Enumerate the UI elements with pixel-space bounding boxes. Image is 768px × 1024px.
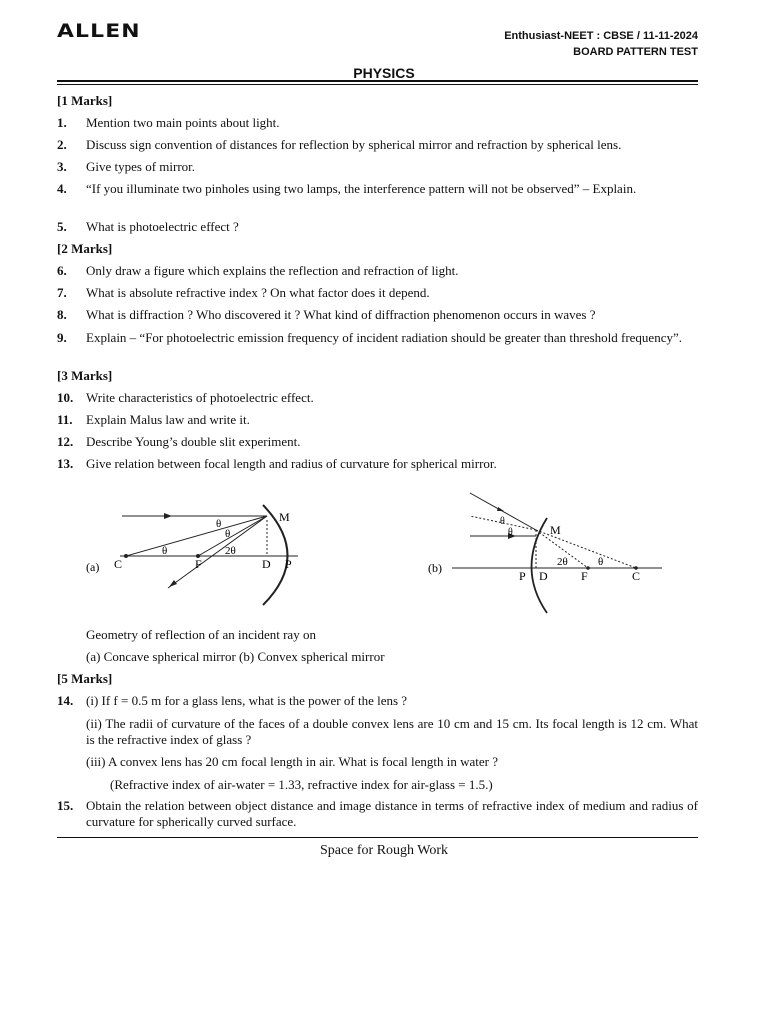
question-number: 4. [57,181,67,196]
question-10 [57,390,698,406]
question-9 [57,330,698,346]
question-number: 13. [57,456,74,471]
question-text: Explain Malus law and write it. [86,412,250,427]
question-13 [57,456,698,472]
question-15 [57,798,698,830]
question-text: What is diffraction ? Who discovered it ? What kind of diffraction phenomenon occurs in waves ? [86,307,596,322]
question-number: 5. [57,219,67,234]
point-D: D [262,557,271,571]
question-text: (i) If f = 0.5 m for a glass lens, what is the power of the lens ? [86,693,408,708]
question-text: What is absolute refractive index ? On what factor does it depend. [86,285,430,300]
section-3-marks: [3 Marks] [57,368,113,383]
question-text: Write characteristics of photoelectric effect. [86,390,314,405]
figure-convex-mirror [424,488,674,614]
section-5-marks: [5 Marks] [57,671,113,686]
question-14-note: (Refractive index of air-water = 1.33, refractive index for air-glass = 1.5.) [110,777,493,792]
point-D: D [539,569,548,583]
question-2 [57,137,698,153]
question-11 [57,412,698,428]
figure-caption-line2: (a) Concave spherical mirror (b) Convex spherical mirror [86,649,385,664]
question-14-part-iii: (iii) A convex lens has 20 cm focal length in air. What is focal length in water ? [86,754,499,769]
theta-label: θ [598,556,604,568]
question-text: Give types of mirror. [86,159,196,174]
question-text: Describe Young’s double slit experiment. [86,434,301,449]
theta-label: θ [500,516,505,527]
question-text: Give relation between focal length and radius of curvature for spherical mirror. [86,456,497,471]
subject-title: PHYSICS [353,65,415,81]
question-text: Obtain the relation between object distance and image distance in terms of refractive index of medium and radius of curvature for spherically curved surface. [86,798,698,829]
theta-label: θ [508,527,513,538]
question-number: 11. [57,412,73,427]
point-C: C [114,557,123,571]
point-F: F [581,569,588,583]
footer-rule [57,837,698,838]
question-number: 7. [57,285,67,300]
question-8 [57,307,698,323]
question-14-part-ii: (ii) The radii of curvature of the faces of a double convex lens are 10 cm and 15 cm. Its focal length is 12 cm. What is the refractive index of glass ? [86,716,698,747]
question-text: “If you illuminate two pinholes using two lamps, the interference pattern will not be observed” – Explain. [86,181,637,196]
question-7 [57,285,698,301]
question-text: Only draw a figure which explains the reflection and refraction of light. [86,263,459,278]
question-number: 10. [57,390,74,405]
question-text: Explain – “For photoelectric emission frequency of incident radiation should be greater than threshold frequency”. [86,330,682,345]
point-C: C [632,569,641,583]
question-number: 1. [57,115,67,130]
figure-label-b: (b) [428,561,442,575]
question-number: 9. [57,330,67,345]
question-5 [57,219,698,235]
rough-work-label: Space for Rough Work [319,843,449,858]
question-number: 12. [57,434,74,449]
question-number: 14. [57,693,74,708]
question-6 [57,263,698,279]
allen-logo: ALLEN [57,20,141,42]
theta-label: θ [216,518,222,530]
theta-label: θ [162,545,168,557]
point-M: M [279,510,290,524]
question-text: What is photoelectric effect ? [86,219,239,234]
question-4 [57,181,698,197]
question-1 [57,115,698,131]
point-M: M [550,523,561,537]
header-rule [57,80,698,82]
question-number: 3. [57,159,67,174]
question-14 [57,693,698,709]
point-P: P [285,557,292,571]
question-text: Discuss sign convention of distances for reflection by spherical mirror and refraction by spherical lens. [86,137,622,152]
exam-header [504,28,698,60]
question-text: Mention two main points about light. [86,115,280,130]
two-theta-label: 2θ [225,545,236,557]
question-12 [57,434,698,450]
two-theta-label: 2θ [557,556,568,568]
question-number: 8. [57,307,67,322]
question-number: 6. [57,263,67,278]
question-number: 15. [57,798,74,813]
question-3 [57,159,698,175]
figure-concave-mirror [80,492,320,614]
figure-caption-line1: Geometry of reflection of an incident ray on [86,627,316,642]
exam-line: Enthusiast-NEET : CBSE / 11-11-2024 [504,30,698,42]
section-2-marks: [2 Marks] [57,241,113,256]
section-1-marks: [1 Marks] [57,93,113,108]
point-F: F [195,557,202,571]
header-rule-thin [57,84,698,85]
figure-label-a: (a) [86,560,100,574]
point-P: P [519,569,526,583]
test-line: BOARD PATTERN TEST [573,46,698,58]
theta-label: θ [225,528,231,540]
question-number: 2. [57,137,67,152]
